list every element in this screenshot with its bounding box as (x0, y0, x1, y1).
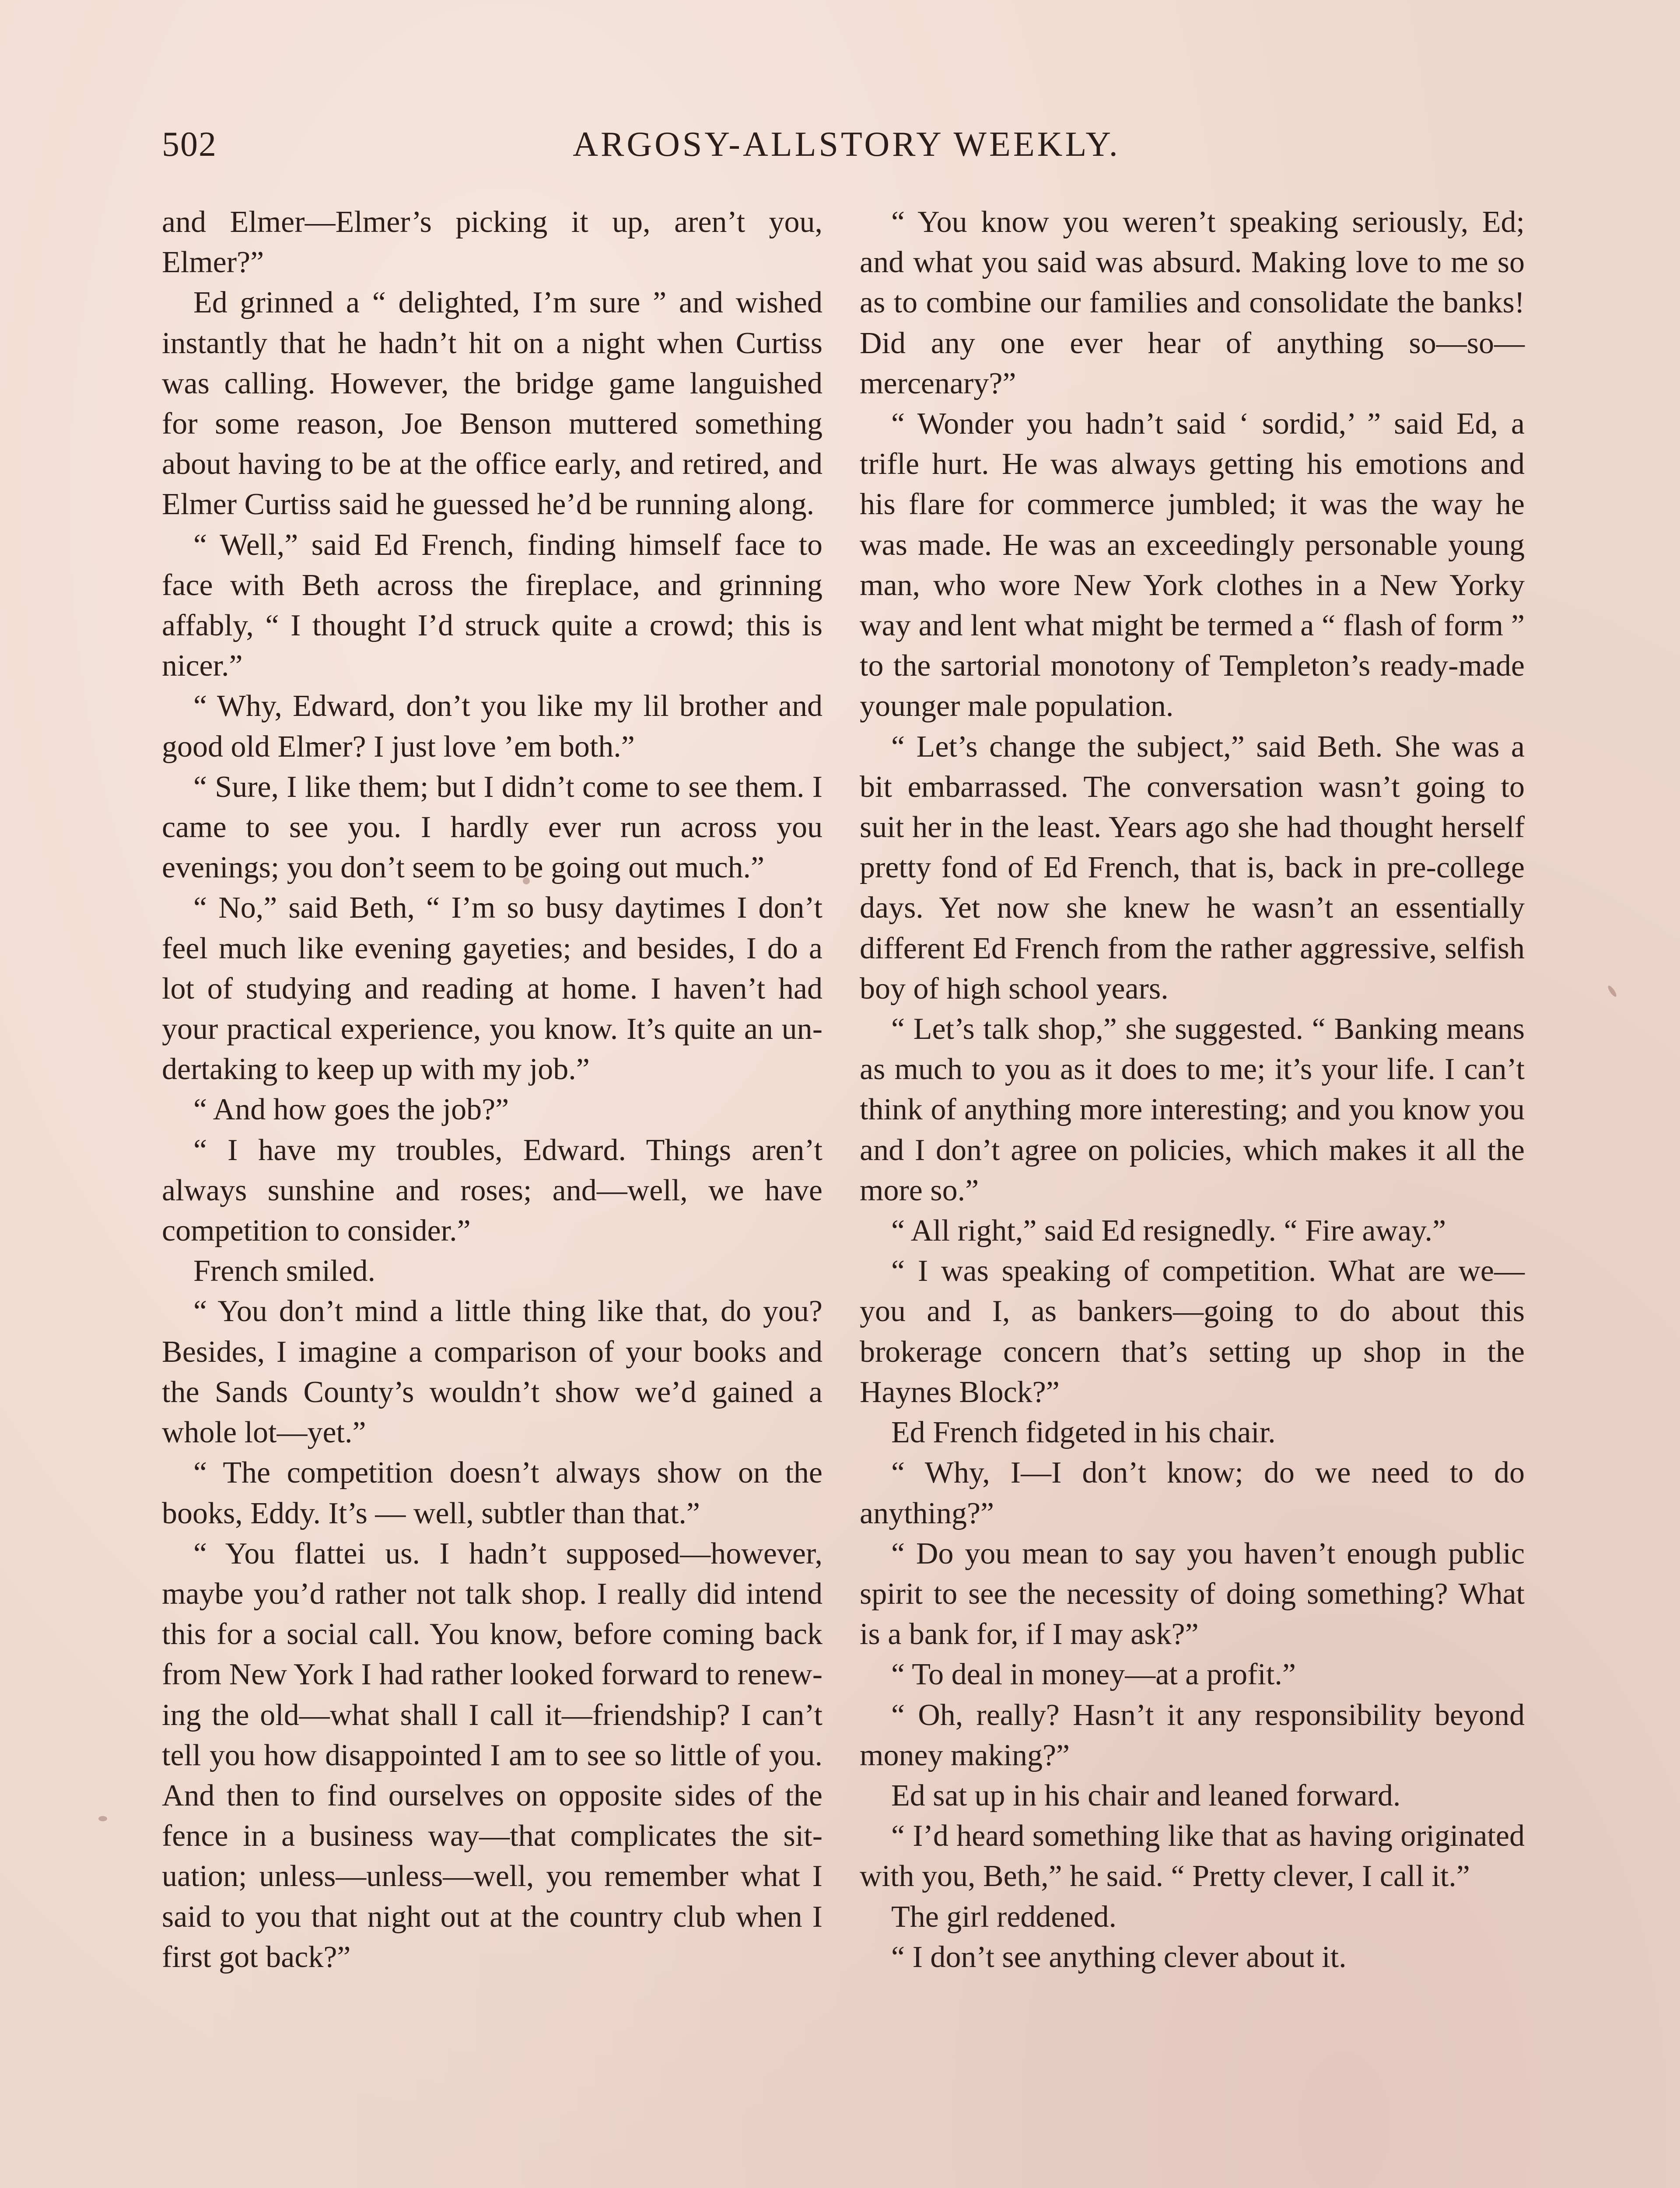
paragraph: “ I have my troubles, Edward. Things aren’t always sunshine and roses; and—well, we have competition to consider.” (162, 1133, 822, 1248)
paragraph: “ I’d heard something like that as having originated with you, Beth,” he said. “ Pretty clever, I call it.” (860, 1819, 1525, 1893)
paragraph: The girl reddened. (891, 1900, 1117, 1934)
paragraph: Ed French fidgeted in his chair. (891, 1416, 1276, 1450)
paragraph: “ You know you weren’t speaking seriously, Ed; and what you said was absurd. Making love to me so as to combine our families and consolidate the banks! Did any one ever hear of anything so—so—mercenary?” (860, 205, 1525, 400)
paragraph: “ No,” said Beth, “ I’m so busy daytimes I don’t feel much like evening gayeties; and besides, I do a lot of studying and reading at home. I haven’t had your practical experience, you know. It’s quite an undertaking to keep up with my job.” (162, 891, 822, 1087)
paragraph: “ The competition doesn’t always show on the books, Eddy. It’s — well, subtler than that.” (162, 1456, 822, 1530)
paragraph: “ And how goes the job?” (193, 1093, 509, 1127)
paragraph: “ I don’t see anything clever about it. (891, 1940, 1347, 1974)
paragraph: “ Do you mean to say you haven’t enough public spirit to see the necessity of doing something? What is a bank for, if I may ask?” (860, 1536, 1525, 1652)
page-number: 502 (162, 125, 217, 164)
paper-speck (98, 1816, 107, 1821)
paragraph: “ Well,” said Ed French, finding himself face to face with Beth across the fireplace, and grinning affably, “ I thought I’d struck quite a crowd; this is nicer.” (162, 528, 822, 683)
paragraph: French smiled. (193, 1254, 376, 1288)
left-column (162, 202, 822, 1978)
paper-speck (523, 877, 530, 884)
paragraph: “ Why, I—I don’t know; do we need to do anything?” (860, 1456, 1525, 1530)
paragraph: “ Oh, really? Hasn’t it any responsibility beyond money making?” (860, 1698, 1525, 1772)
paragraph: “ You flattei us. I hadn’t supposed—however, maybe you’d rather not talk shop. I really did intend this for a social call. You know, before coming back from New York I had rather looked forward to renewing the old—what shall I call it—friendship? I can’t tell you how disappointed I am to see so little of you. And then to find ourselves on opposite sides of the fence in a business way—that complicates the situation; unless—unless—well, you remember what I said to you that night out at the country club when I first got back?” (162, 1536, 822, 1974)
paragraph: Ed sat up in his chair and leaned forward. (891, 1778, 1401, 1813)
paragraph: and Elmer—Elmer’s picking it up, aren’t you, Elmer?” (162, 205, 822, 280)
running-head: ARGOSY-ALLSTORY WEEKLY. (573, 125, 1120, 164)
paragraph: “ I was speaking of competition. What are we—you and I, as bankers—going to do about this brokerage concern that’s setting up shop in the Haynes Block?” (860, 1254, 1525, 1409)
paper-speck (1606, 985, 1617, 998)
paragraph: Ed grinned a “ delighted, I’m sure ” and wished instantly that he hadn’t hit on a night when Curtiss was calling. However, the bridge game languished for some reason, Joe Benson muttered something about having to be at the office early, and retired, and Elmer Curtiss said he guessed he’d be running along. (162, 286, 822, 522)
paragraph: “ You don’t mind a little thing like that, do you? Besides, I imagine a comparison of your books and the Sands County’s wouldn’t show we’d gained a whole lot—yet.” (162, 1294, 822, 1450)
paragraph: “ All right,” said Ed resignedly. “ Fire away.” (891, 1214, 1446, 1248)
paragraph: “ Why, Edward, don’t you like my lil brother and good old Elmer? I just love ’em both.” (162, 689, 822, 764)
paragraph: “ Let’s talk shop,” she suggested. “ Banking means as much to you as it does to me; it’s your life. I can’t think of anything more interesting; and you know you and I don’t agree on policies, which makes it all the more so.” (860, 1012, 1525, 1207)
right-column (860, 202, 1525, 1978)
paragraph: “ Let’s change the subject,” said Beth. She was a bit embarrassed. The conversation wasn’t going to suit her in the least. Years ago she had thought herself pretty fond of Ed French, that is, back in pre-college days. Yet now she knew he wasn’t an essentially different Ed French from the rather aggressive, selfish boy of high school years. (860, 729, 1525, 1006)
paragraph: “ Wonder you hadn’t said ‘ sordid,’ ” said Ed, a trifle hurt. He was always getting his emotions and his flare for commerce jumbled; it was the way he was made. He was an exceedingly personable young man, who wore New York clothes in a New Yorky way and lent what might be termed a “ flash of form ” to the sartorial monotony of Templeton’s ready-made younger male population. (860, 407, 1525, 723)
paragraph: “ To deal in money—at a profit.” (891, 1658, 1296, 1692)
paragraph: “ Sure, I like them; but I didn’t come to see them. I came to see you. I hardly ever run across you evenings; you don’t seem to be going out much.” (162, 770, 822, 885)
page-header (162, 125, 1531, 173)
